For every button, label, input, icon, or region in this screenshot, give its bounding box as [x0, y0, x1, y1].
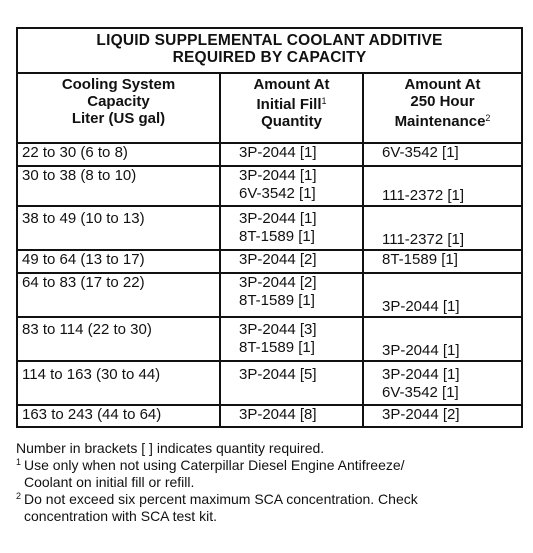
maintenance-cell [363, 206, 522, 250]
table-header-row [17, 73, 522, 143]
part-quantity: 3P-2044 [1] [239, 144, 317, 161]
header-line: Cooling System [61, 76, 176, 93]
initial-fill-cell [220, 405, 363, 427]
table-row [17, 317, 522, 361]
capacity-cell: 83 to 114 (22 to 30) [17, 317, 220, 361]
table-title-row [17, 28, 522, 73]
part-quantity: 3P-2044 [1] [239, 210, 317, 227]
capacity-cell: 30 to 38 (8 to 10) [17, 166, 220, 206]
part-quantity: 8T-1589 [1] [239, 292, 315, 309]
initial-fill-cell [220, 206, 363, 250]
table-row [17, 250, 522, 273]
header-line [221, 93, 362, 113]
table-row [17, 361, 522, 405]
coolant-additive-table [16, 27, 523, 428]
part-quantity: 6V-3542 [1] [239, 185, 316, 202]
capacity-cell: 22 to 30 (6 to 8) [17, 143, 220, 166]
part-quantity: 8T-1589 [1] [239, 339, 315, 356]
capacity-cell: 49 to 64 (13 to 17) [17, 250, 220, 273]
footnote-1 [16, 457, 516, 491]
header-line: 250 Hour [410, 93, 475, 110]
table-row [17, 143, 522, 166]
initial-fill-cell [220, 250, 363, 273]
maintenance-cell [363, 273, 522, 317]
table-title [17, 28, 522, 73]
part-quantity: 3P-2044 [2] [239, 251, 317, 268]
maintenance-cell [363, 143, 522, 166]
part-quantity: 3P-2044 [1] [382, 342, 460, 359]
part-quantity: 3P-2044 [2] [239, 274, 317, 291]
maintenance-cell [363, 166, 522, 206]
part-quantity: 8T-1589 [1] [382, 251, 458, 268]
initial-fill-cell [220, 143, 363, 166]
capacity-cell: 64 to 83 (17 to 22) [17, 273, 220, 317]
part-quantity: 3P-2044 [8] [239, 406, 317, 423]
part-quantity: 3P-2044 [1] [382, 366, 460, 383]
initial-fill-cell [220, 166, 363, 206]
table-notes [16, 440, 516, 525]
table-row [17, 206, 522, 250]
header-line: Liter (US gal) [71, 110, 166, 127]
table-row [17, 273, 522, 317]
part-quantity: 3P-2044 [1] [239, 167, 317, 184]
maintenance-cell [363, 405, 522, 427]
part-quantity: 3P-2044 [3] [239, 321, 317, 338]
part-quantity: 3P-2044 [2] [382, 406, 460, 423]
part-quantity: 3P-2044 [5] [239, 366, 317, 383]
part-quantity: 111-2372 [1] [382, 187, 465, 204]
capacity-cell: 38 to 49 (10 to 13) [17, 206, 220, 250]
header-line: Amount At [253, 76, 330, 93]
footnote-text: Use only when not using Caterpillar Diesel Engine Antifreeze/ [24, 457, 405, 473]
maintenance-cell [363, 361, 522, 405]
part-quantity: 3P-2044 [1] [382, 298, 460, 315]
header-line: Amount At [404, 76, 481, 93]
header-line [364, 110, 521, 130]
footnote-marker: 2 [16, 491, 22, 501]
part-quantity: 8T-1589 [1] [239, 228, 315, 245]
part-quantity: 6V-3542 [1] [382, 384, 459, 401]
footnote-text: Do not exceed six percent maximum SCA concentration. Check [24, 491, 418, 507]
footnote-text: concentration with SCA test kit. [24, 508, 217, 524]
header-line: Quantity [261, 113, 322, 130]
footnote-marker: 1 [321, 96, 327, 106]
table-row [17, 405, 522, 427]
table-title-line: REQUIRED BY CAPACITY [172, 49, 367, 66]
table-title-line: LIQUID SUPPLEMENTAL COOLANT ADDITIVE [96, 32, 443, 49]
part-quantity: 111-2372 [1] [382, 231, 465, 248]
maintenance-cell [363, 250, 522, 273]
footnote-text: Coolant on initial fill or refill. [24, 474, 195, 490]
maintenance-cell [363, 317, 522, 361]
table-row [17, 166, 522, 206]
column-header-initial-fill [220, 73, 363, 143]
column-header-maintenance [363, 73, 522, 143]
footnote-marker: 2 [485, 113, 491, 123]
capacity-cell: 163 to 243 (44 to 64) [17, 405, 220, 427]
header-text: Initial Fill [256, 96, 322, 113]
footnote-2 [16, 491, 516, 525]
header-text: Maintenance [394, 113, 486, 130]
initial-fill-cell [220, 273, 363, 317]
initial-fill-cell [220, 361, 363, 405]
footnote-marker: 1 [16, 457, 22, 467]
capacity-cell: 114 to 163 (30 to 44) [17, 361, 220, 405]
header-line: Capacity [87, 93, 150, 110]
initial-fill-cell [220, 317, 363, 361]
part-quantity: 6V-3542 [1] [382, 144, 459, 161]
column-header-capacity [17, 73, 220, 143]
brackets-note: Number in brackets [ ] indicates quantity required. [16, 440, 325, 456]
